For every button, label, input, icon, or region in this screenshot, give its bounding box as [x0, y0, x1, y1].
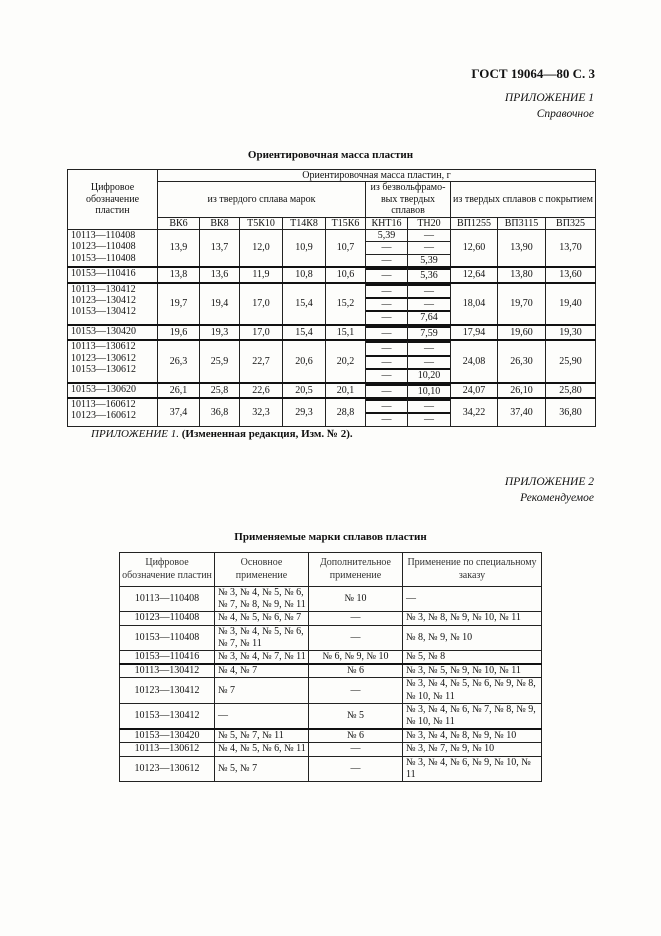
- knt-value: —: [366, 327, 407, 339]
- row-code: 10153—110416: [71, 268, 136, 280]
- value-cell: 13,7: [200, 230, 240, 268]
- coated-cell: 18,04: [451, 283, 498, 325]
- value-cell: 37,4: [158, 398, 200, 426]
- coated-cell: 12,60: [451, 230, 498, 268]
- row-codes: [68, 340, 158, 382]
- knt-value: —: [366, 342, 407, 355]
- coated-cell: 13,60: [546, 267, 596, 282]
- tn-value: 5,36: [408, 269, 450, 281]
- table-row: [120, 625, 542, 650]
- value-cell: 25,9: [200, 340, 240, 382]
- tn-value: 7,59: [408, 327, 450, 339]
- value-cell: 10,6: [326, 267, 366, 282]
- tn-value: —: [408, 230, 450, 242]
- extra-application: —: [309, 678, 403, 703]
- special-application: № 3, № 8, № 9, № 10, № 11: [403, 612, 542, 625]
- appendix1-subtitle: Справочное: [536, 108, 594, 120]
- col-head-1: ВК8: [200, 217, 240, 229]
- tn-value: —: [408, 298, 450, 311]
- knt-value: 5,39: [366, 230, 407, 242]
- extra-application: № 10: [309, 587, 403, 612]
- tn-value: —: [408, 242, 450, 254]
- row-codes: [68, 383, 158, 398]
- main-application: № 3, № 4, № 5, № 6, № 7, № 11: [215, 625, 309, 650]
- tn-cell: [408, 325, 451, 340]
- special-application: —: [403, 587, 542, 612]
- note-text: (Измененная редакция, Изм. № 2).: [181, 428, 353, 440]
- mass-row: [68, 230, 596, 268]
- special-application: № 3, № 7, № 9, № 10: [403, 743, 542, 756]
- t2-head-code: Цифровое обозначение пластин: [120, 553, 215, 587]
- coated-cell: 26,10: [498, 383, 546, 398]
- knt-value: —: [381, 254, 392, 266]
- table-row: [120, 743, 542, 756]
- special-application: № 3, № 4, № 6, № 9, № 10, № 11: [403, 756, 542, 781]
- tn-cell: [408, 283, 451, 325]
- row-codes: [68, 230, 158, 268]
- table-row: [120, 756, 542, 781]
- main-application: № 4, № 7: [215, 664, 309, 678]
- value-cell: 29,3: [283, 398, 326, 426]
- knt-value: —: [366, 311, 407, 323]
- mass-row: [68, 283, 596, 325]
- knt-cell: [366, 398, 408, 426]
- tn-value: —: [408, 400, 450, 413]
- row-code: 10113—130612: [71, 341, 136, 353]
- coated-cell: 24,07: [451, 383, 498, 398]
- tn-cell: [408, 383, 451, 398]
- row-code: 10123—130612: [71, 352, 136, 364]
- coated-cell: 17,94: [451, 325, 498, 340]
- row-code: 10113—130412: [120, 664, 215, 678]
- knt-value: —: [366, 269, 407, 281]
- special-application: № 5, № 8: [403, 651, 542, 665]
- row-code: 10113—160612: [71, 398, 136, 410]
- extra-application: —: [309, 756, 403, 781]
- col-head-0: ВК6: [158, 217, 200, 229]
- t2-head-extra: Дополнительное применение: [309, 553, 403, 587]
- extra-application: —: [309, 625, 403, 650]
- mass-row: [68, 340, 596, 382]
- value-cell: 10,8: [283, 267, 326, 282]
- appendix2-subtitle: Рекомендуемое: [520, 492, 594, 504]
- main-application: № 3, № 4, № 7, № 11: [215, 651, 309, 665]
- value-cell: 12,0: [240, 230, 283, 268]
- mass-row: [68, 383, 596, 398]
- special-application: № 8, № 9, № 10: [403, 625, 542, 650]
- col-head-mass: Ориентировочная масса пластин, г: [158, 170, 596, 182]
- row-code: 10153—110408: [120, 625, 215, 650]
- table-row: [120, 703, 542, 729]
- extra-application: № 6: [309, 729, 403, 743]
- row-code: 10123—160612: [71, 410, 136, 422]
- extra-application: № 6, № 9, № 10: [309, 651, 403, 665]
- appendix1-title: ПРИЛОЖЕНИЕ 1: [504, 92, 594, 104]
- table-row: [120, 651, 542, 665]
- knt-value: —: [366, 356, 407, 369]
- extra-application: —: [309, 612, 403, 625]
- appendix1-note: [91, 428, 353, 440]
- extra-application: № 5: [309, 703, 403, 729]
- coated-cell: 13,80: [498, 267, 546, 282]
- value-cell: 13,9: [158, 230, 200, 268]
- value-cell: 10,9: [283, 230, 326, 268]
- special-application: № 3, № 4, № 5, № 6, № 9, № 8, № 10, № 11: [403, 678, 542, 703]
- note-prefix: ПРИЛОЖЕНИЕ 1.: [91, 428, 179, 440]
- appendix2-title: ПРИЛОЖЕНИЕ 2: [504, 476, 594, 488]
- tn-value: 10,10: [408, 385, 450, 397]
- row-code: 10123—110408: [71, 241, 136, 253]
- coated-cell: 25,90: [546, 340, 596, 382]
- coated-cell: 19,60: [498, 325, 546, 340]
- value-cell: 20,5: [283, 383, 326, 398]
- row-codes: [68, 325, 158, 340]
- value-cell: 15,2: [326, 283, 366, 325]
- col-head-7: ВП1255: [451, 217, 498, 229]
- tn-value: 10,20: [408, 369, 450, 381]
- knt-value: —: [366, 413, 407, 425]
- mass-row: [68, 267, 596, 282]
- coated-cell: 34,22: [451, 398, 498, 426]
- tn-value: 5,39: [420, 254, 438, 266]
- t2-head-main: Основное применение: [215, 553, 309, 587]
- coated-cell: 24,08: [451, 340, 498, 382]
- group-coated: из твердых сплавов с покрытием: [451, 182, 596, 217]
- coated-cell: 19,70: [498, 283, 546, 325]
- mass-row: [68, 398, 596, 426]
- col-head-code: Цифровое обозначение пластин: [68, 170, 158, 230]
- extra-application: № 6: [309, 664, 403, 678]
- main-application: № 4, № 5, № 6, № 7: [215, 612, 309, 625]
- col-head-2: Т5К10: [240, 217, 283, 229]
- value-cell: 28,8: [326, 398, 366, 426]
- special-application: № 3, № 4, № 8, № 9, № 10: [403, 729, 542, 743]
- knt-value: —: [366, 285, 407, 298]
- main-application: № 5, № 7: [215, 756, 309, 781]
- value-cell: 13,6: [200, 267, 240, 282]
- col-head-3: Т14К8: [283, 217, 326, 229]
- row-code: 10123—130412: [120, 678, 215, 703]
- main-application: № 5, № 7, № 11: [215, 729, 309, 743]
- main-application: № 7: [215, 678, 309, 703]
- table-row: [120, 612, 542, 625]
- knt-cell: [366, 383, 408, 398]
- row-code: 10123—110408: [120, 612, 215, 625]
- knt-cell: [366, 340, 408, 382]
- coated-cell: 36,80: [546, 398, 596, 426]
- extra-application: —: [309, 743, 403, 756]
- group-hard: из твердого сплава марок: [158, 182, 366, 217]
- knt-value: —: [366, 400, 407, 413]
- value-cell: 19,7: [158, 283, 200, 325]
- value-cell: 13,8: [158, 267, 200, 282]
- value-cell: 10,7: [326, 230, 366, 268]
- col-head-9: ВП325: [546, 217, 596, 229]
- table-row: [120, 587, 542, 612]
- mass-row: [68, 325, 596, 340]
- value-cell: 19,3: [200, 325, 240, 340]
- value-cell: 22,6: [240, 383, 283, 398]
- coated-cell: 37,40: [498, 398, 546, 426]
- knt-value: —: [366, 385, 407, 397]
- main-application: —: [215, 703, 309, 729]
- col-head-4: Т15К6: [326, 217, 366, 229]
- group-wfree: из безвольфрамо-вых твердых сплавов: [366, 182, 451, 217]
- alloys-table: [119, 552, 542, 782]
- value-cell: 15,1: [326, 325, 366, 340]
- coated-cell: 26,30: [498, 340, 546, 382]
- row-codes: [68, 267, 158, 282]
- knt-cell: [366, 283, 408, 325]
- knt-value: —: [366, 369, 407, 381]
- table-row: [120, 678, 542, 703]
- row-code: 10153—130420: [71, 325, 136, 337]
- row-code: 10153—130612: [71, 364, 136, 376]
- knt-value: —: [366, 242, 407, 254]
- row-code: 10153—130412: [71, 306, 136, 318]
- tn-cell: [408, 267, 451, 282]
- value-cell: 19,6: [158, 325, 200, 340]
- value-cell: 32,3: [240, 398, 283, 426]
- row-code: 10113—110408: [120, 587, 215, 612]
- value-cell: 11,9: [240, 267, 283, 282]
- col-head-8: ВП3115: [498, 217, 546, 229]
- table-row: [120, 664, 542, 678]
- row-code: 10113—110408: [71, 230, 136, 242]
- appendix2-label: [505, 474, 594, 506]
- tn-cell: [408, 340, 451, 382]
- value-cell: 36,8: [200, 398, 240, 426]
- tn-value: —: [408, 356, 450, 369]
- row-code: 10113—130612: [120, 743, 215, 756]
- row-codes: [68, 398, 158, 426]
- knt-value: —: [366, 298, 407, 311]
- coated-cell: 25,80: [546, 383, 596, 398]
- t2-head-special: Применение по специальному заказу: [403, 553, 542, 587]
- coated-cell: 13,90: [498, 230, 546, 268]
- table1-caption: Ориентировочная масса пластин: [247, 149, 414, 161]
- coated-cell: 12,64: [451, 267, 498, 282]
- value-cell: 20,1: [326, 383, 366, 398]
- row-code: 10123—130612: [120, 756, 215, 781]
- tn-value: —: [408, 413, 450, 425]
- coated-cell: 19,40: [546, 283, 596, 325]
- tn-value: 7,64: [408, 311, 450, 323]
- value-cell: 26,1: [158, 383, 200, 398]
- knt-cell: [366, 325, 408, 340]
- main-application: № 4, № 5, № 6, № 11: [215, 743, 309, 756]
- main-application: № 3, № 4, № 5, № 6, № 7, № 8, № 9, № 11: [215, 587, 309, 612]
- appendix1-label: [505, 90, 594, 122]
- value-cell: 20,6: [283, 340, 326, 382]
- row-code: 10153—110408: [71, 252, 136, 264]
- value-cell: 17,0: [240, 283, 283, 325]
- col-head-6: ТН20: [408, 217, 451, 229]
- page-header: ГОСТ 19064—80 С. 3: [471, 66, 595, 81]
- knt-cell: [366, 230, 408, 268]
- coated-cell: 19,30: [546, 325, 596, 340]
- row-code: 10153—130412: [120, 703, 215, 729]
- value-cell: 15,4: [283, 283, 326, 325]
- tn-value: —: [408, 342, 450, 355]
- row-code: 10153—130420: [120, 729, 215, 743]
- row-code: 10153—110416: [120, 651, 215, 665]
- value-cell: 19,4: [200, 283, 240, 325]
- table2-caption: Применяемые марки сплавов пластин: [234, 531, 427, 543]
- row-code: 10123—130412: [71, 295, 136, 307]
- col-head-5: КНТ16: [366, 217, 408, 229]
- knt-cell: [366, 267, 408, 282]
- table-row: [120, 729, 542, 743]
- special-application: № 3, № 5, № 9, № 10, № 11: [403, 664, 542, 678]
- row-code: 10113—130412: [71, 283, 136, 295]
- value-cell: 25,8: [200, 383, 240, 398]
- tn-cell: [408, 398, 451, 426]
- row-code: 10153—130620: [71, 383, 136, 395]
- mass-table: [67, 169, 596, 427]
- tn-cell: [408, 230, 451, 268]
- value-cell: 17,0: [240, 325, 283, 340]
- value-cell: 20,2: [326, 340, 366, 382]
- row-codes: [68, 283, 158, 325]
- tn-value: —: [408, 285, 450, 298]
- coated-cell: 13,70: [546, 230, 596, 268]
- special-application: № 3, № 4, № 6, № 7, № 8, № 9, № 10, № 11: [403, 703, 542, 729]
- value-cell: 22,7: [240, 340, 283, 382]
- value-cell: 26,3: [158, 340, 200, 382]
- value-cell: 15,4: [283, 325, 326, 340]
